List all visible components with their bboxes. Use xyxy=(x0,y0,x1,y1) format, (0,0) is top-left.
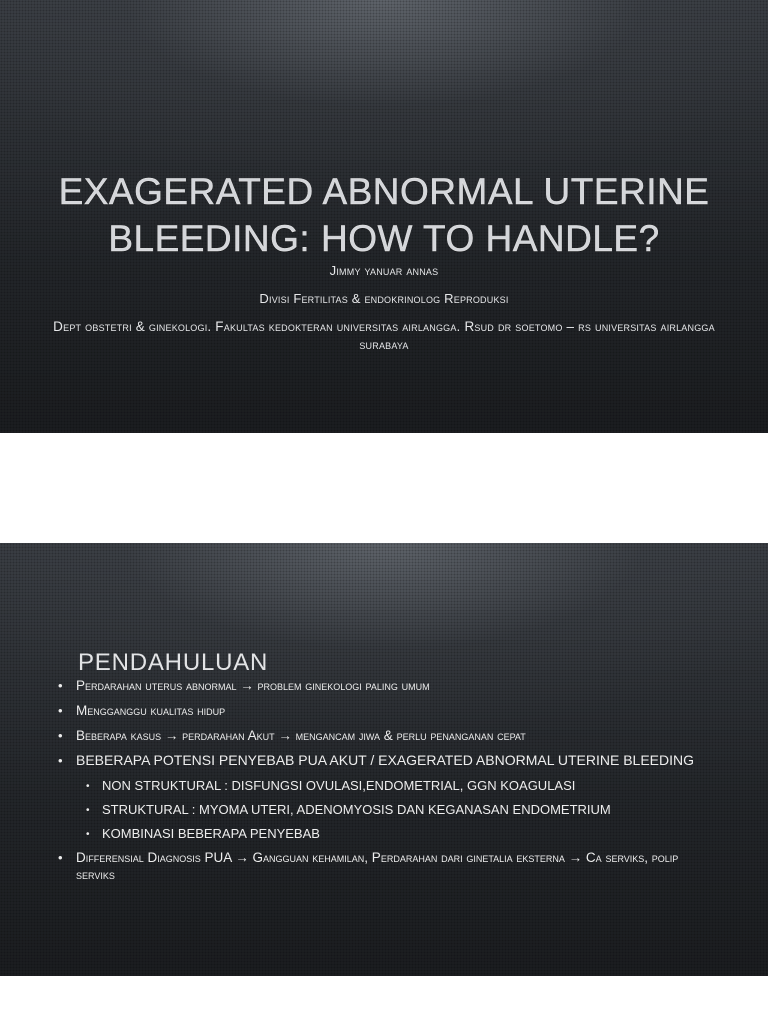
slide-title: EXAGERATED ABNORMAL UTERINE BLEEDING: HOW TO HANDLE? xyxy=(58,170,710,259)
bullet-dot-icon: • xyxy=(86,805,90,816)
bullet-dot-icon: • xyxy=(58,703,63,718)
department-affiliation: Dept obstetri & ginekologi. Fakultas kedokteran universitas airlangga. Rsud dr soetomo – rs universitas airlangga surabaya xyxy=(53,319,715,352)
bullet-item xyxy=(56,752,716,769)
sub-bullet-text: KOMBINASI BEBERAPA PENYEBAB xyxy=(102,826,320,841)
bullet-dot-icon: • xyxy=(86,781,90,792)
bullet-dot-icon: • xyxy=(58,728,63,743)
bullet-text: Beberapa kasus → perdarahan Akut → mengancam jiwa & perlu penanganan cepat xyxy=(76,728,526,743)
intro-slide xyxy=(0,543,768,976)
sub-bullet-item xyxy=(84,825,716,842)
bullet-text: Perdarahan uterus abnormal → problem ginekologi paling umum xyxy=(76,678,430,693)
sub-bullet-text: STRUKTURAL : MYOMA UTERI, ADENOMYOSIS DAN KEGANASAN ENDOMETRIUM xyxy=(102,802,611,817)
bullet-item xyxy=(56,702,716,719)
bullet-dot-icon: • xyxy=(58,678,63,693)
division-name: Divisi Fertilitas & endokrinolog Reproduksi xyxy=(259,291,509,306)
bullet-text: BEBERAPA POTENSI PENYEBAB PUA AKUT / EXAGERATED ABNORMAL UTERINE BLEEDING xyxy=(76,752,694,768)
title-slide xyxy=(0,0,768,433)
bullet-text: Differensial Diagnosis PUA → Gangguan kehamilan, Perdarahan dari ginetalia eksterna → Ca serviks, polip serviks xyxy=(76,850,679,882)
bullet-item xyxy=(56,677,716,694)
sub-bullet-item xyxy=(84,777,716,794)
section-heading: PENDAHULUAN xyxy=(78,648,269,676)
bullet-item xyxy=(56,849,716,883)
bullet-list xyxy=(56,677,716,891)
bullet-dot-icon: • xyxy=(86,829,90,840)
bullet-dot-icon: • xyxy=(58,850,63,865)
bullet-item xyxy=(56,727,716,744)
bullet-text: Mengganggu kualitas hidup xyxy=(76,703,226,718)
sub-bullet-item xyxy=(84,801,716,818)
bullet-dot-icon: • xyxy=(58,753,63,768)
author-name: Jimmy yanuar annas xyxy=(329,263,439,278)
sub-bullet-text: NON STRUKTURAL : DISFUNGSI OVULASI,ENDOMETRIAL, GGN KOAGULASI xyxy=(102,778,576,793)
